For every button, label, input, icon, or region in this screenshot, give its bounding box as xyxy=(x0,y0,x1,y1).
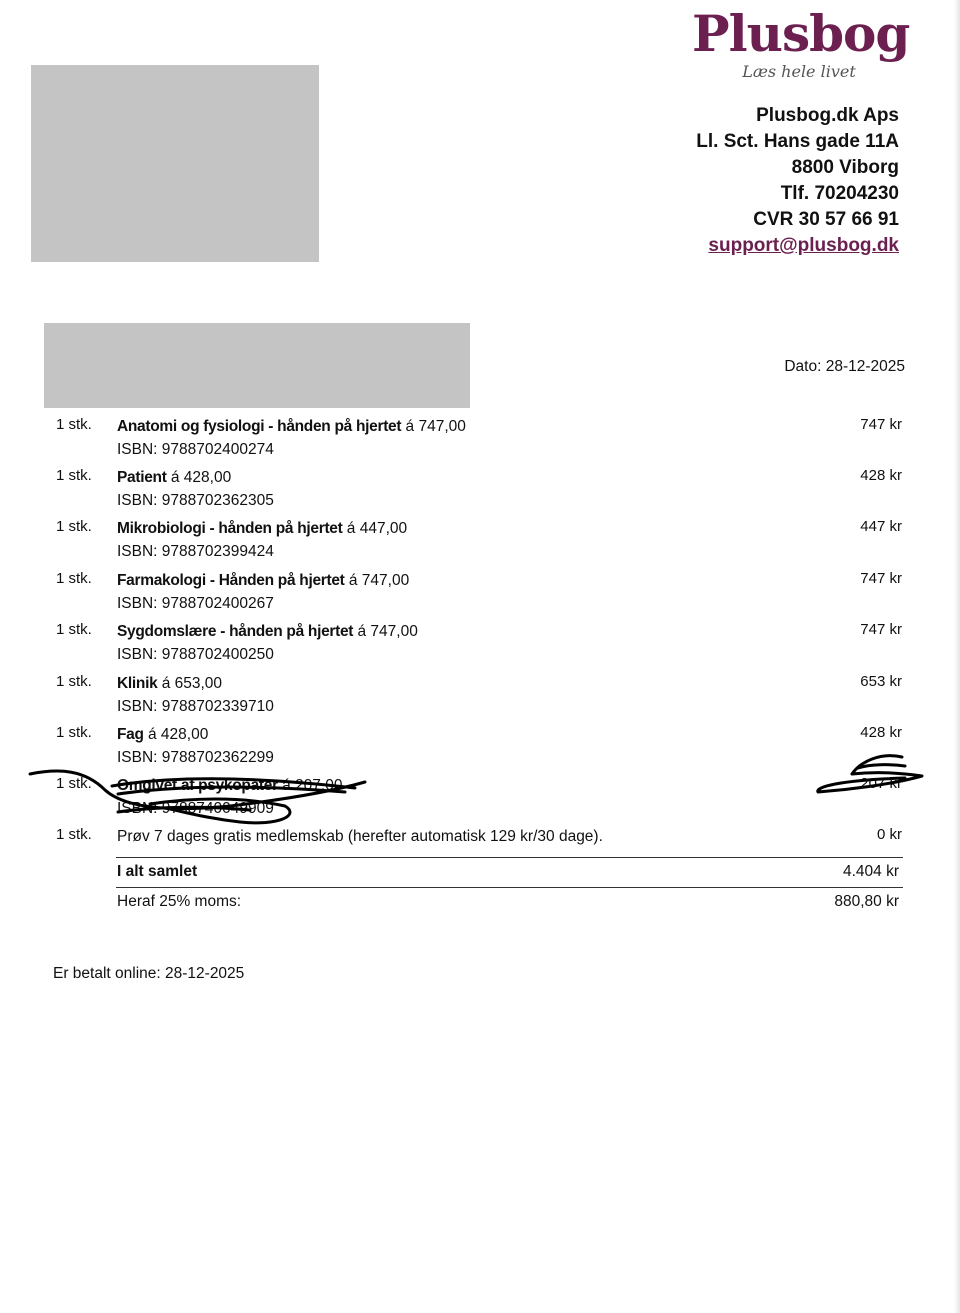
plusbog-logo xyxy=(692,4,910,81)
line-unit-price: Prøv 7 dages gratis medlemskab (herefter automatisk 129 kr/30 dage). xyxy=(117,828,603,845)
line-qty: 1 stk. xyxy=(56,518,92,535)
line-qty: 1 stk. xyxy=(56,467,92,484)
line-isbn: ISBN: 9788702400267 xyxy=(117,595,274,612)
line-title: Sygdomslære - hånden på hjertet xyxy=(117,623,354,640)
logo-tagline: Læs hele livet xyxy=(742,62,856,81)
line-amount: 0 kr xyxy=(876,826,902,843)
line-description xyxy=(117,520,407,538)
line-description xyxy=(117,675,222,693)
line-unit-price: á 747,00 xyxy=(344,572,410,589)
line-amount: 747 kr xyxy=(860,621,902,638)
total-label: I alt samlet xyxy=(117,863,198,880)
support-email-link[interactable]: support@plusbog.dk xyxy=(708,235,899,256)
company-cvr: CVR 30 57 66 91 xyxy=(753,209,899,230)
line-qty: 1 stk. xyxy=(56,416,92,433)
line-title: Omgivet af psykopater xyxy=(117,777,278,794)
line-unit-price: á 447,00 xyxy=(342,520,408,537)
line-isbn: ISBN: 9788702399424 xyxy=(117,543,274,560)
line-unit-price: á 747,00 xyxy=(401,418,466,435)
line-amount: 747 kr xyxy=(860,570,902,587)
line-title: Anatomi og fysiologi - hånden på hjertet xyxy=(117,418,402,435)
company-city: 8800 Viborg xyxy=(791,157,899,178)
line-qty: 1 stk. xyxy=(56,570,92,587)
page-edge-shadow xyxy=(954,0,960,1313)
line-isbn: ISBN: 9788740049909 xyxy=(117,800,274,817)
line-amount: 428 kr xyxy=(860,724,902,741)
invoice-date: Dato: 28-12-2025 xyxy=(784,358,905,375)
line-isbn: ISBN: 9788702339710 xyxy=(117,698,274,715)
line-qty: 1 stk. xyxy=(56,621,92,638)
line-qty: 1 stk. xyxy=(56,724,92,741)
line-description xyxy=(117,726,208,744)
line-title: Patient xyxy=(117,469,167,486)
line-unit-price: á 428,00 xyxy=(166,469,232,486)
line-description xyxy=(117,418,466,436)
line-amount: 207 kr xyxy=(860,775,902,792)
line-qty: 1 stk. xyxy=(56,775,92,792)
line-isbn: ISBN: 9788702400250 xyxy=(117,646,274,663)
redacted-block-address xyxy=(44,323,470,408)
vat-label: Heraf 25% moms: xyxy=(117,893,242,910)
line-amount: 653 kr xyxy=(860,673,902,690)
line-isbn: ISBN: 9788702400274 xyxy=(117,441,274,458)
line-unit-price: á 653,00 xyxy=(157,675,223,692)
line-title: Fag xyxy=(117,726,144,743)
company-address: Ll. Sct. Hans gade 11A xyxy=(696,131,899,152)
company-info xyxy=(696,103,899,259)
line-amount: 428 kr xyxy=(860,467,902,484)
line-qty: 1 stk. xyxy=(56,673,92,690)
line-title: Farmakologi - Hånden på hjertet xyxy=(117,572,345,589)
line-description xyxy=(117,469,231,487)
line-unit-price: á 747,00 xyxy=(353,623,418,640)
line-amount: 447 kr xyxy=(860,518,902,535)
company-phone: Tlf. 70204230 xyxy=(780,183,899,204)
payment-status: Er betalt online: 28-12-2025 xyxy=(53,965,245,982)
line-description xyxy=(117,777,342,795)
redacted-block-top xyxy=(31,65,319,262)
line-amount: 747 kr xyxy=(860,416,902,433)
total-divider-bottom xyxy=(116,887,903,888)
total-value: 4.404 kr xyxy=(842,863,899,880)
line-description xyxy=(117,623,418,641)
logo-wordmark: Plusbog xyxy=(692,4,910,63)
line-title: Klinik xyxy=(117,675,158,692)
line-description xyxy=(117,572,409,590)
company-name: Plusbog.dk Aps xyxy=(756,105,899,126)
line-title: Mikrobiologi - hånden på hjertet xyxy=(117,520,343,537)
line-qty: 1 stk. xyxy=(56,826,92,843)
line-description xyxy=(117,828,603,846)
line-unit-price: á 207,00 xyxy=(277,777,343,794)
total-divider-top xyxy=(116,857,903,858)
vat-value: 880,80 kr xyxy=(834,893,899,910)
line-isbn: ISBN: 9788702362299 xyxy=(117,749,274,766)
line-isbn: ISBN: 9788702362305 xyxy=(117,492,274,509)
line-unit-price: á 428,00 xyxy=(143,726,209,743)
